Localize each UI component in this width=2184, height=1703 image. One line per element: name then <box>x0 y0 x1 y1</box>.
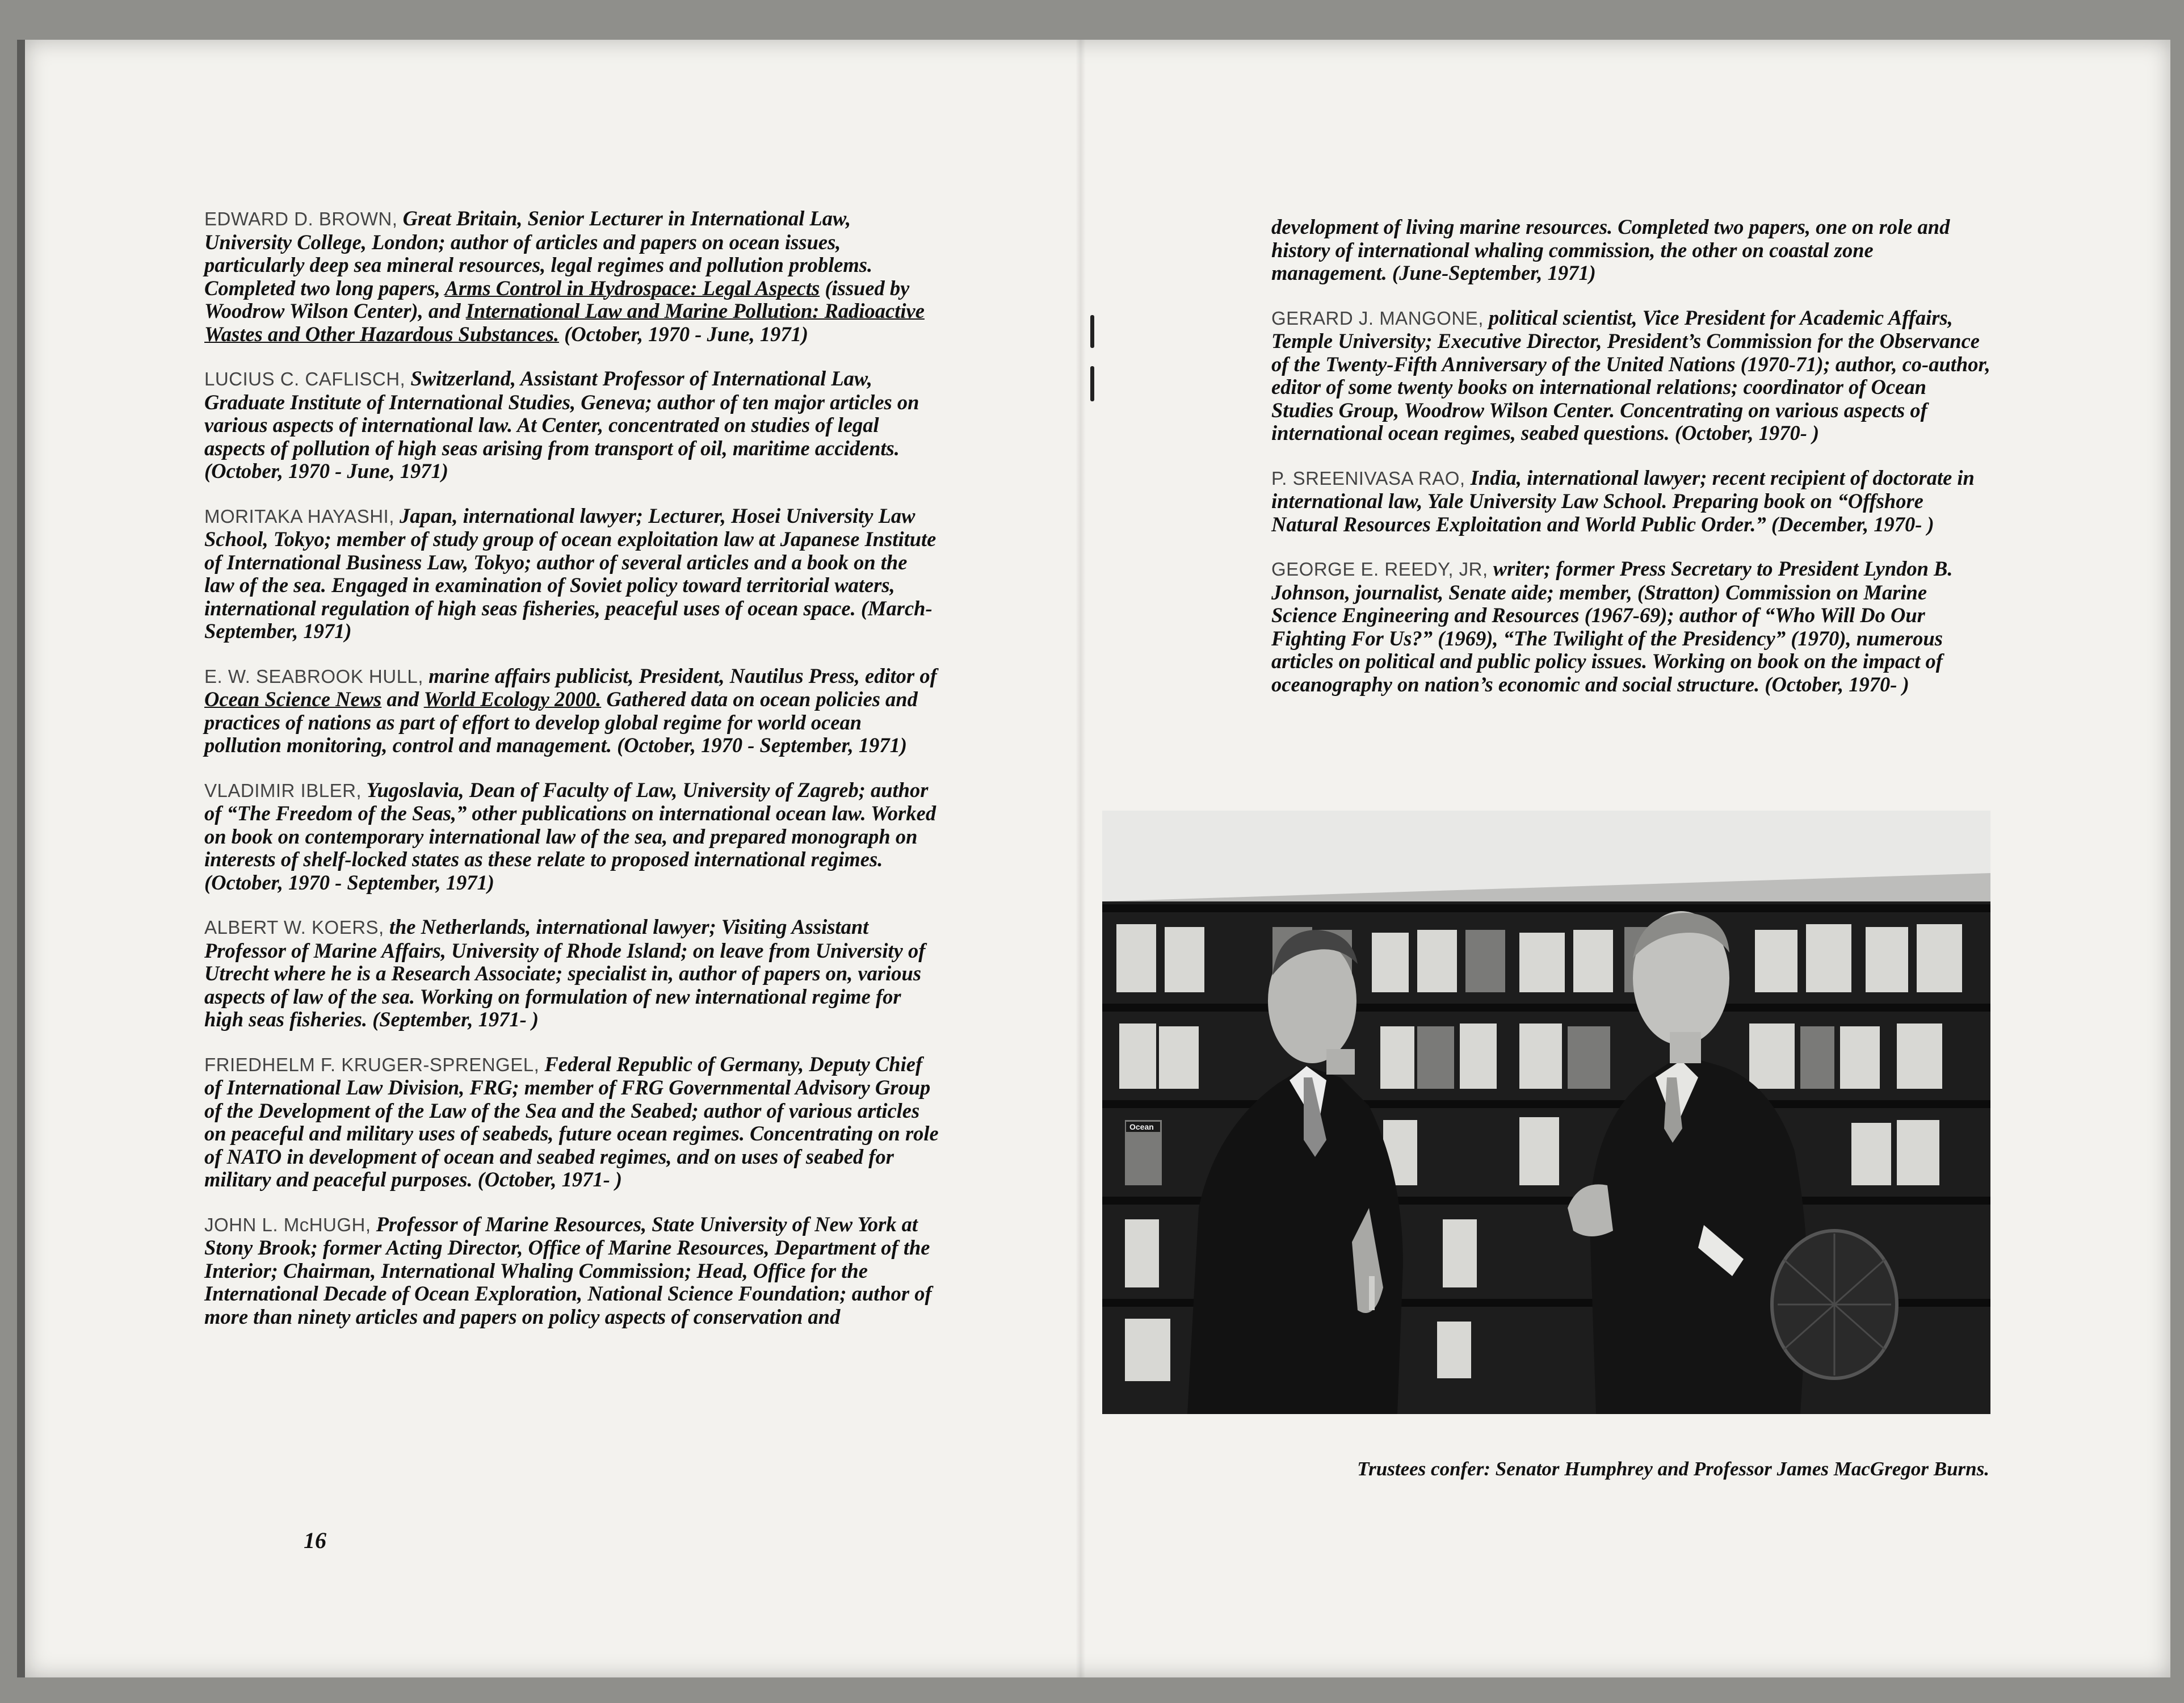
left-page-column <box>204 207 942 1350</box>
bio-text: the Netherlands, international lawyer; Visiting Assistant Professor of Marine Affairs, University of Rhode Island; on leave from University of Utrecht where he is a Research Associate; specialist in, author of papers on, various aspects of law of the sea. Working on formulation of new international regime for high seas fisheries. (September, 1971- ) <box>204 915 926 1031</box>
publication-title: World Ecology 2000. <box>423 687 602 711</box>
bio-name: E. W. SEABROOK HULL, <box>204 665 423 687</box>
bio-text: Japan, international lawyer; Lecturer, Hosei University Law School, Tokyo; member of study group of ocean exploitation law at Japanese Institute of International Business Law, Tokyo; author of several articles and a book on the law of the sea. Engaged in examination of Soviet policy toward territorial waters, international regulation of high seas fisheries, peaceful uses of ocean space. (March-September, 1971) <box>204 504 936 643</box>
bio-entry <box>204 665 942 757</box>
page-number: 16 <box>304 1528 326 1553</box>
publication-title: Arms Control in Hydrospace: Legal Aspects <box>444 276 820 300</box>
bio-name: VLADIMIR IBLER, <box>204 779 362 801</box>
bio-name: GEORGE E. REEDY, JR, <box>1271 559 1488 580</box>
photo-illustration <box>1102 811 1990 1414</box>
bio-entry <box>204 779 942 895</box>
bio-text: writer; former Press Secretary to President Lyndon B. Johnson, journalist, Senate aide; member, (Stratton) Commission on Marine Science Engineering and Resources (1967-69); author of “Who Will Do Our Fighting For Us?” (1969), “The Twilight of the Presidency” (1970), numerous articles on political and public policy issues. Working on book on the impact of oceanography on nation’s economic and social structure. (October, 1970- ) <box>1271 557 1953 696</box>
publication-title: International Law and Marine Pollution: Radioactive Wastes and Other Hazardous Substances. <box>204 299 925 346</box>
bio-text: Federal Republic of Germany, Deputy Chief of International Law Division, FRG; member of FRG Governmental Advisory Group of the Development of the Law of the Sea and the Seabed; author of various articles on peaceful and military uses of seabeds, future ocean regimes. Concentrating on role of NATO in development of ocean and seabed regimes, and on uses of seabed for military and peaceful purposes. (October, 1971- ) <box>204 1052 939 1191</box>
bio-entry <box>1271 467 1992 536</box>
bio-text: and <box>381 687 424 711</box>
bio-name: JOHN L. McHUGH, <box>204 1214 371 1235</box>
bio-entry <box>204 367 942 483</box>
book-gutter <box>1076 40 1086 1677</box>
bio-name: EDWARD D. BROWN, <box>204 208 398 229</box>
bio-text: Yugoslavia, Dean of Faculty of Law, University of Zagreb; author of “The Freedom of the Seas,” other publications on international ocean law. Worked on book on contemporary international law of the sea, and prepared monograph on interests of shelf-locked states as these relate to proposed international regimes. (October, 1970 - September, 1971) <box>204 778 936 894</box>
right-entries <box>1271 307 1992 697</box>
bio-entry <box>204 505 942 643</box>
bio-name: FRIEDHELM F. KRUGER-SPRENGEL, <box>204 1054 540 1075</box>
bio-text: political scientist, Vice President for Academic Affairs, Temple University; Executive Director, President’s Commission for the Observance of the Twenty-Fifth Anniversary of the United Nations (1970-71); author, co-author, editor of some twenty books on international relations; coordinator of Ocean Studies Group, Woodrow Wilson Center. Concentrating on various aspects of international ocean regimes, seabed questions. (October, 1970- ) <box>1271 305 1990 444</box>
bio-text: (October, 1970 - June, 1971) <box>559 322 809 346</box>
continued-entry-text: development of living marine resources. Completed two papers, one on role and history of international whaling commission, the other on coastal zone management. (June-September, 1971) <box>1271 215 1950 284</box>
photo-caption: Trustees confer: Senator Humphrey and Professor James MacGregor Burns. <box>1357 1458 1989 1480</box>
bio-entry <box>204 207 942 346</box>
bio-entry <box>1271 307 1992 445</box>
bio-entry <box>204 1213 942 1329</box>
shelf-book-label: Ocean <box>1129 1122 1154 1131</box>
bio-text: Professor of Marine Resources, State University of New York at Stony Brook; former Acting Director, Office of Marine Resources, Department of the Interior; Chairman, International Whaling Commission; Head, Office for the International Decade of Ocean Exploration, National Science Foundation; author of more than ninety articles and papers on policy aspects of conservation and <box>204 1212 932 1328</box>
photograph-trustees <box>1102 811 1990 1414</box>
bio-text: Switzerland, Assistant Professor of International Law, Graduate Institute of International Studies, Geneva; author of ten major articles on various aspects of international law. At Center, concentrated on studies of legal aspects of pollution of high seas arising from transport of oil, maritime accidents. (October, 1970 - June, 1971) <box>204 367 919 483</box>
bio-text: India, international lawyer; recent recipient of doctorate in international law, Yale University Law School. Preparing book on “Offshore Natural Resources Exploitation and World Public Order.” (December, 1970- ) <box>1271 465 1975 536</box>
bio-name: MORITAKA HAYASHI, <box>204 505 394 527</box>
gutter-mark <box>1090 366 1094 401</box>
bio-entry <box>204 1053 942 1192</box>
bio-name: GERARD J. MANGONE, <box>1271 307 1484 329</box>
bio-entry <box>204 916 942 1031</box>
right-page-column <box>1271 216 1992 718</box>
bio-entry <box>1271 557 1992 696</box>
bio-name: ALBERT W. KOERS, <box>204 917 384 938</box>
bio-text: marine affairs publicist, President, Nautilus Press, editor of <box>423 664 937 687</box>
gutter-mark <box>1090 315 1094 348</box>
bio-text: (issued by Woodrow Wilson Center), and <box>204 276 910 322</box>
bio-text: Gathered data on ocean policies and practices of nations as part of effort to develop global regime for world ocean pollution monitoring, control and management. (October, 1970 - September, 1971) <box>204 687 918 757</box>
publication-title: Ocean Science News <box>204 687 382 711</box>
bio-text: Great Britain, Senior Lecturer in International Law, University College, London; author of articles and papers on ocean issues, particularly deep sea mineral resources, legal regimes and pollution problems. Completed two long papers, <box>204 207 873 300</box>
bio-name: P. SREENIVASA RAO, <box>1271 467 1465 489</box>
bio-name: LUCIUS C. CAFLISCH, <box>204 368 406 389</box>
